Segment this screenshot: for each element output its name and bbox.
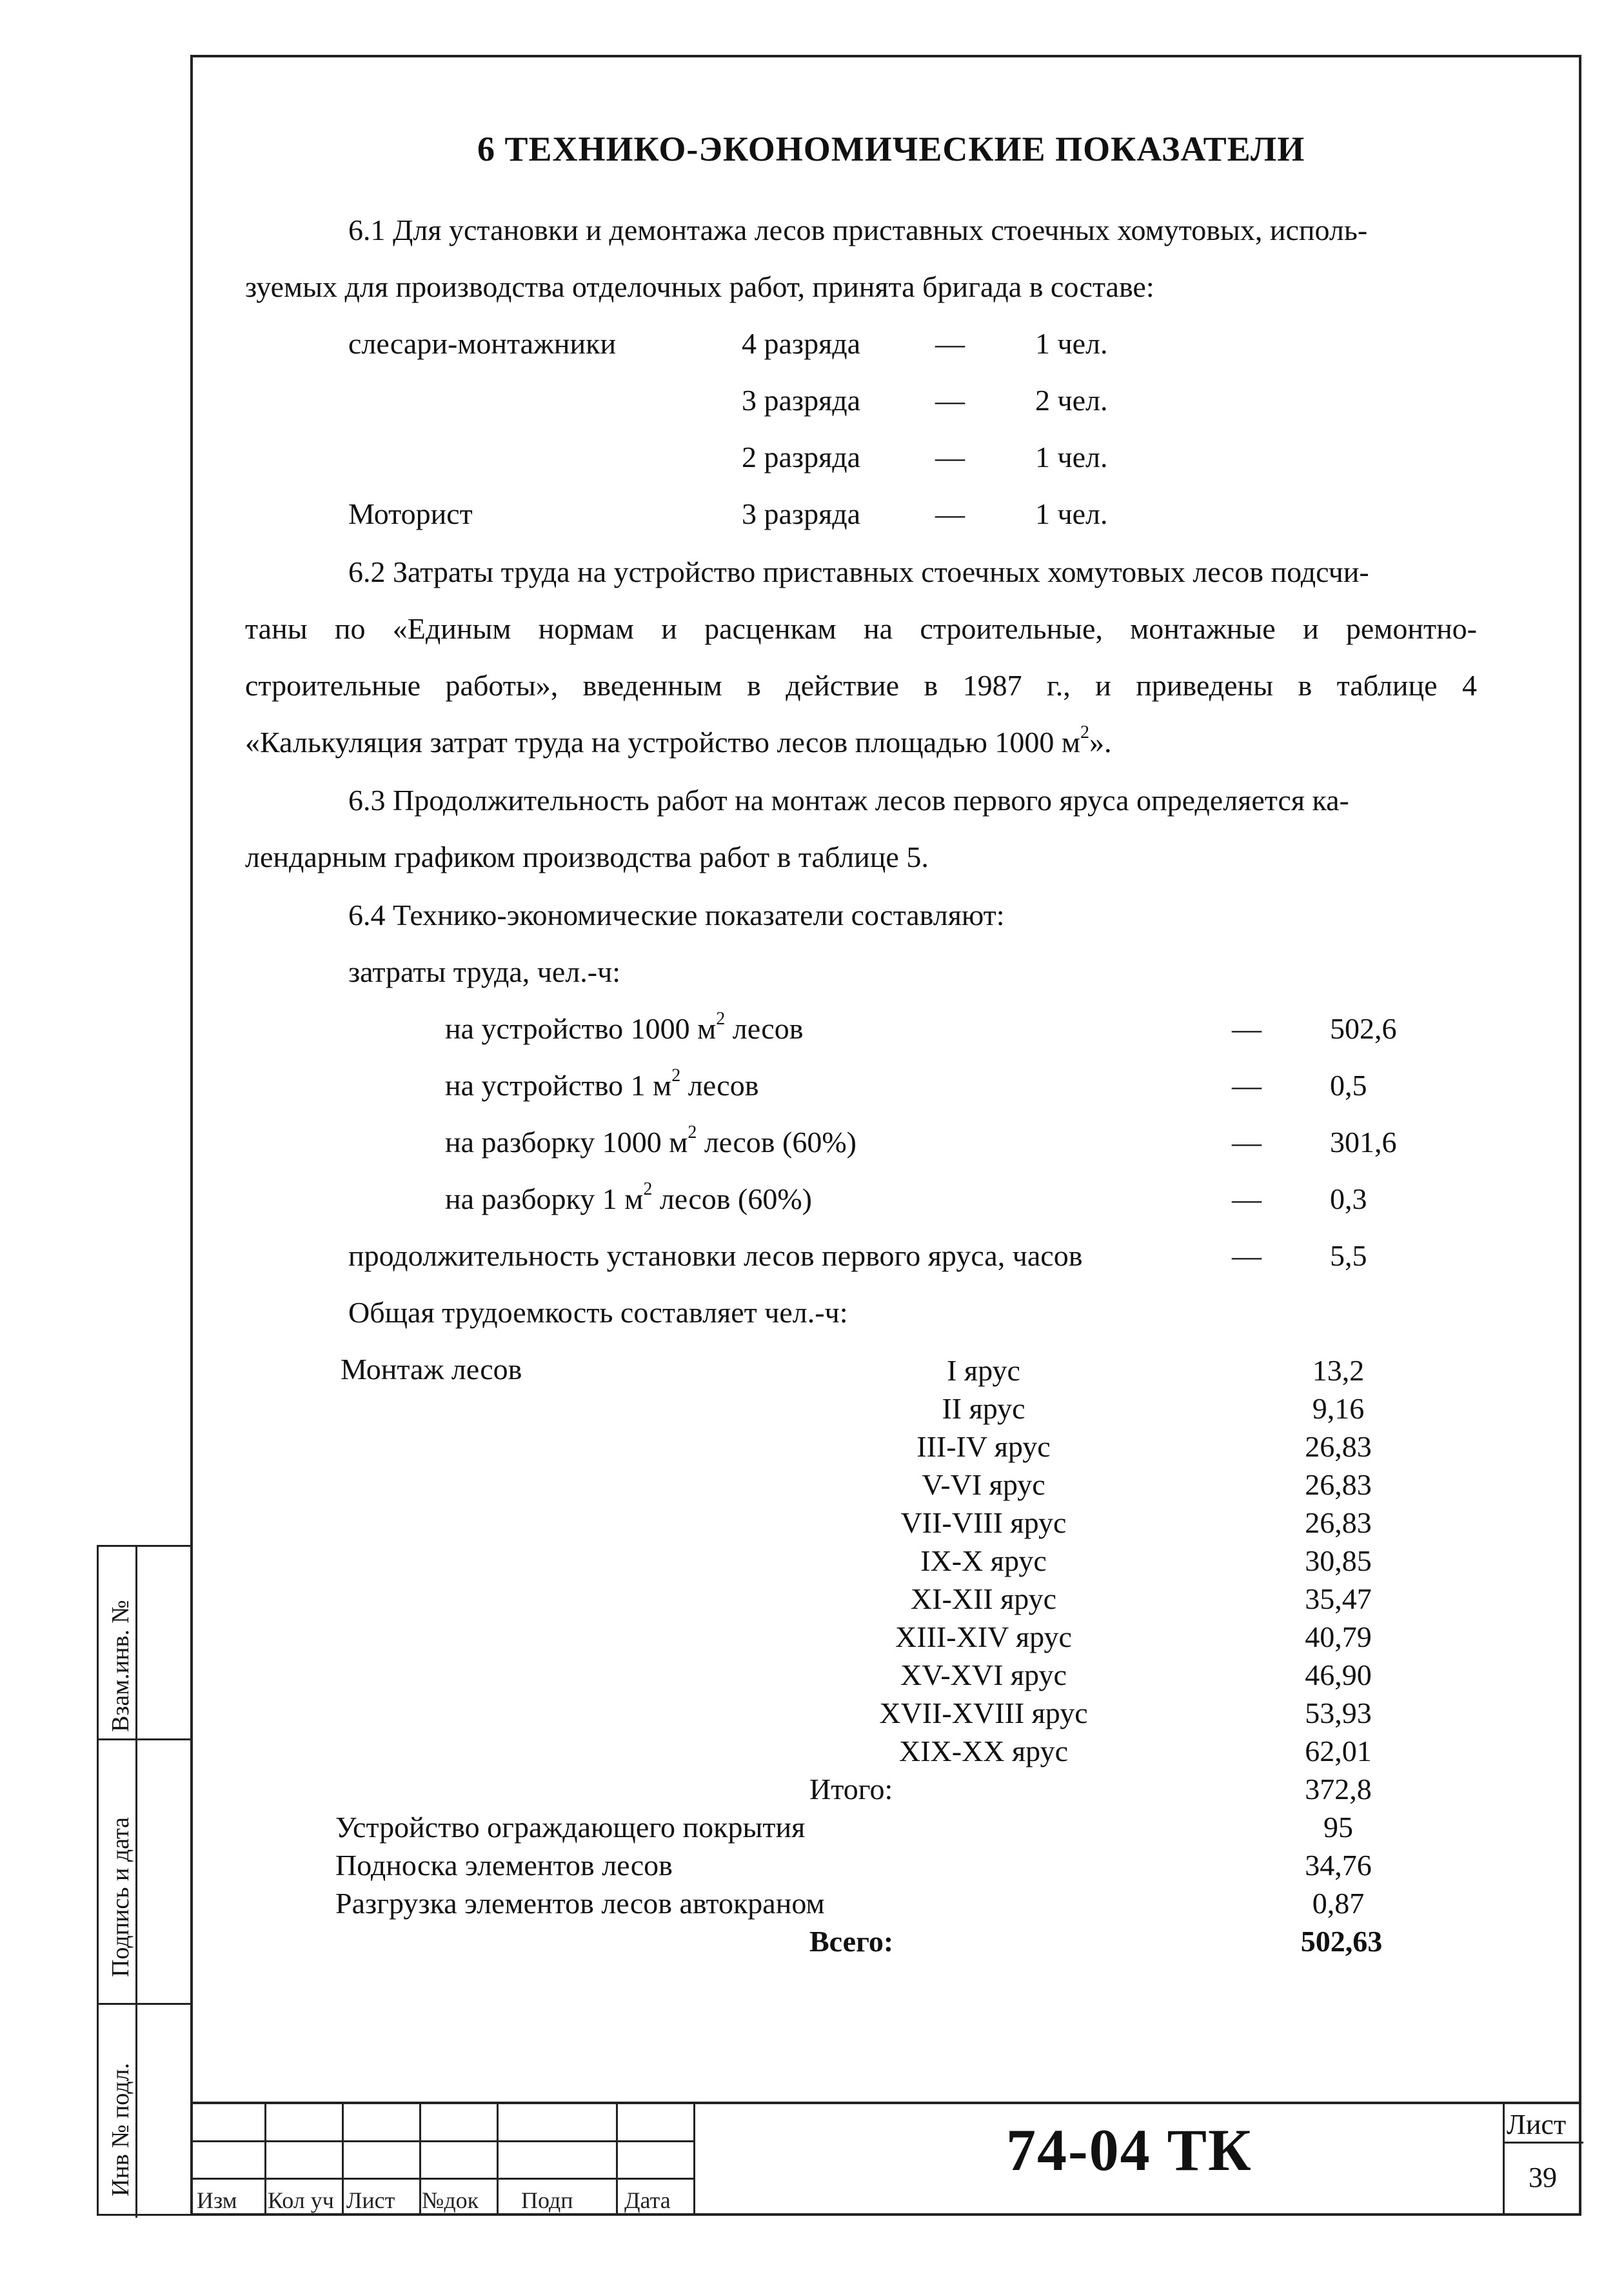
subtotal-label: Итого: [809, 1773, 893, 1806]
superscript: 2 [671, 1066, 681, 1086]
p62-line1: 6.2 Затраты труда на устройство приставных стоечных хомутовых лесов подсчи- [348, 555, 1369, 588]
tier-name: III-IV ярус [916, 1430, 1051, 1463]
indicator-text: на устройство 1 м [445, 1069, 672, 1102]
stamp-col-line [616, 2102, 618, 2216]
tier-value: 9,16 [1312, 1392, 1365, 1425]
stamp-header: Дата [624, 2187, 671, 2213]
indicator-text: на разборку 1 м [445, 1182, 644, 1215]
brigade-dash: — [935, 327, 965, 360]
superscript: 2 [1080, 722, 1089, 742]
tier-name: XV-XVI ярус [900, 1658, 1067, 1691]
tier-value: 26,83 [1305, 1506, 1372, 1539]
total-intro: Общая трудоемкость составляет чел.-ч: [348, 1296, 848, 1329]
duration-label: продолжительность установки лесов первого яруса, часов [348, 1239, 1083, 1272]
side-label-middle: Подпись и дата [107, 1816, 134, 1977]
indicator-dash: — [1232, 1069, 1262, 1102]
indicator-label [445, 1122, 857, 1159]
brigade-grade: 4 разряда [742, 327, 861, 360]
extra-value: 0,87 [1312, 1887, 1365, 1920]
p63-line2: лендарным графиком производства работ в таблице 5. [245, 841, 929, 873]
indicator-value: 0,3 [1330, 1182, 1367, 1215]
p64-line1: 6.4 Технико-экономические показатели составляют: [348, 899, 1005, 931]
indicator-dash: — [1232, 1126, 1262, 1159]
brigade-dash: — [935, 497, 965, 530]
indicator-label [445, 1068, 758, 1102]
tier-value: 46,90 [1305, 1658, 1372, 1691]
indicator-value: 0,5 [1330, 1069, 1367, 1102]
tier-name: XVII-XVIII ярус [879, 1697, 1088, 1729]
grand-total-value: 502,63 [1300, 1925, 1383, 1958]
stamp-col-line [497, 2102, 499, 2216]
p64-line2: затраты труда, чел.-ч: [348, 955, 621, 988]
p62-line4-text: «Калькуляция затрат труда на устройство лесов площадью 1000 м [245, 726, 1080, 759]
p62-line3: строительные работы», введенным в действие в 1987 г., и приведены в таблице 4 [245, 669, 1477, 702]
indicator-text-end: лесов [680, 1069, 759, 1102]
side-label-bottom: Инв № подл. [107, 2062, 134, 2196]
stamp-header: Изм [197, 2187, 237, 2213]
extra-value: 34,76 [1305, 1849, 1372, 1882]
tier-value: 13,2 [1312, 1354, 1365, 1387]
extra-label: Подноска элементов лесов [335, 1849, 673, 1882]
tier-name: XI-XII ярус [910, 1582, 1057, 1615]
indicator-label [445, 1179, 812, 1216]
indicator-value: 502,6 [1330, 1012, 1397, 1045]
duration-value: 5,5 [1330, 1239, 1367, 1272]
indicator-value: 301,6 [1330, 1126, 1397, 1159]
indicator-text-end: лесов (60%) [652, 1182, 812, 1215]
superscript: 2 [643, 1179, 653, 1199]
extra-label: Разгрузка элементов лесов автокраном [335, 1887, 825, 1920]
stamp-col-line [342, 2102, 344, 2216]
p62-line4 [245, 722, 1112, 759]
brigade-count: 1 чел. [1035, 497, 1108, 530]
tier-value: 30,85 [1305, 1544, 1372, 1577]
tier-name: II ярус [942, 1392, 1025, 1425]
tier-name: I ярус [947, 1354, 1020, 1387]
p61-line2: зуемых для производства отделочных работ, принята бригада в составе: [245, 270, 1154, 303]
superscript: 2 [716, 1009, 726, 1029]
extra-value: 95 [1323, 1811, 1353, 1844]
stamp-header: Кол уч [268, 2187, 334, 2213]
indicator-dash: — [1232, 1182, 1262, 1215]
indicator-text: на разборку 1000 м [445, 1126, 688, 1159]
tier-value: 62,01 [1305, 1735, 1372, 1767]
p63-line1: 6.3 Продолжительность работ на монтаж лесов первого яруса определяется ка- [348, 784, 1349, 817]
tier-name: IX-X ярус [920, 1544, 1047, 1577]
stamp-col-line [419, 2102, 421, 2216]
side-cell-middle-blank [137, 1740, 192, 2005]
stamp-header: Лист [346, 2187, 395, 2213]
stamp-header: Подп [521, 2187, 573, 2213]
sheet-box-divider [1505, 2142, 1583, 2144]
stamp-header: №док [422, 2187, 479, 2213]
brigade-grade: 3 разряда [742, 384, 861, 417]
section-title: 6 ТЕХНИКО-ЭКОНОМИЧЕСКИЕ ПОКАЗАТЕЛИ [477, 130, 1305, 168]
tier-value: 35,47 [1305, 1582, 1372, 1615]
sheet-number: 39 [1529, 2162, 1557, 2193]
grand-total-label: Всего: [809, 1925, 894, 1958]
sheet-label: Лист [1507, 2109, 1567, 2140]
brigade-dash: — [935, 384, 965, 417]
indicator-text: на устройство 1000 м [445, 1012, 717, 1045]
p62-line4-end: ». [1089, 726, 1112, 759]
tier-name: XIII-XIV ярус [895, 1620, 1072, 1653]
stamp-col-line [693, 2102, 695, 2216]
brigade-dash: — [935, 441, 965, 473]
brigade-role: Моторист [348, 497, 473, 530]
duration-dash: — [1232, 1239, 1262, 1272]
document-number: 74-04 ТК [1006, 2117, 1253, 2183]
brigade-count: 1 чел. [1035, 441, 1108, 473]
tier-value: 26,83 [1305, 1430, 1372, 1463]
tier-name: XIX-XX ярус [899, 1735, 1068, 1767]
side-label-top: Взам.инв. № [107, 1600, 134, 1732]
brigade-grade: 3 разряда [742, 497, 861, 530]
tier-value: 26,83 [1305, 1468, 1372, 1501]
indicator-dash: — [1232, 1012, 1262, 1045]
brigade-count: 1 чел. [1035, 327, 1108, 360]
indicator-text-end: лесов [725, 1012, 804, 1045]
subtotal-value: 372,8 [1305, 1773, 1372, 1806]
extra-label: Устройство ограждающего покрытия [335, 1811, 806, 1844]
tier-value: 40,79 [1305, 1620, 1372, 1653]
brigade-count: 2 чел. [1035, 384, 1108, 417]
p61-line1: 6.1 Для установки и демонтажа лесов приставных стоечных хомутовых, исполь- [348, 214, 1368, 246]
indicator-label [445, 1011, 803, 1046]
superscript: 2 [688, 1122, 697, 1142]
side-cell-top-blank [137, 1547, 192, 1740]
stamp-col-line [264, 2102, 266, 2216]
brigade-grade: 2 разряда [742, 441, 861, 473]
tier-name: VII-VIII ярус [900, 1506, 1067, 1539]
indicator-text-end: лесов (60%) [697, 1126, 857, 1159]
mount-label: Монтаж лесов [341, 1353, 522, 1386]
p62-line2: таны по «Единым нормам и расценкам на строительные, монтажные и ремонтно- [245, 612, 1477, 645]
tier-value: 53,93 [1305, 1697, 1372, 1729]
tier-name: V-VI ярус [922, 1468, 1045, 1501]
brigade-role: слесари-монтажники [348, 327, 617, 360]
